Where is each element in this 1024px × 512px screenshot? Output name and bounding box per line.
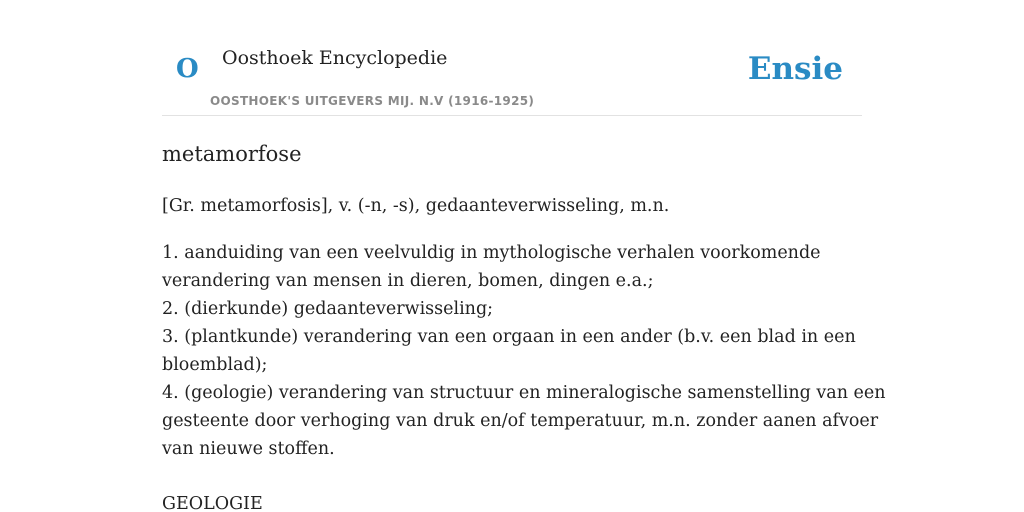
definition-line: 4. (geologie) verandering van structuur en mineralogische samenstelling van een [162, 383, 886, 403]
definition-line: verandering van mensen in dieren, bomen, dingen e.a.; [162, 271, 654, 291]
section-heading-geologie: GEOLOGIE [162, 494, 263, 512]
definition-line: 2. (dierkunde) gedaanteverwisseling; [162, 299, 494, 319]
entry-definitions [162, 239, 886, 463]
definition-line: gesteente door verhoging van druk en/of temperatuur, m.n. zonder aanen afvoer [162, 411, 879, 431]
site-title-link[interactable]: Oosthoek Encyclopedie [222, 47, 448, 69]
page [162, 0, 886, 512]
definition-line: 1. aanduiding van een veelvuldig in mythologische verhalen voorkomende [162, 243, 821, 263]
entry-etymology: [Gr. metamorfosis], v. (-n, -s), gedaanteverwisseling, m.n. [162, 196, 670, 216]
entry-term: metamorfose [162, 142, 302, 166]
definition-line: 3. (plantkunde) verandering van een orgaan in een ander (b.v. een blad in een [162, 327, 856, 347]
definition-line: bloemblad); [162, 355, 268, 375]
ensie-brand-link[interactable]: Ensie [747, 51, 843, 87]
publisher-subtitle: OOSTHOEK'S UITGEVERS MIJ. N.V (1916-1925) [210, 94, 535, 108]
logo-icon[interactable]: O [176, 54, 199, 84]
site-header [162, 0, 862, 116]
definition-line: van nieuwe stoffen. [162, 439, 335, 459]
